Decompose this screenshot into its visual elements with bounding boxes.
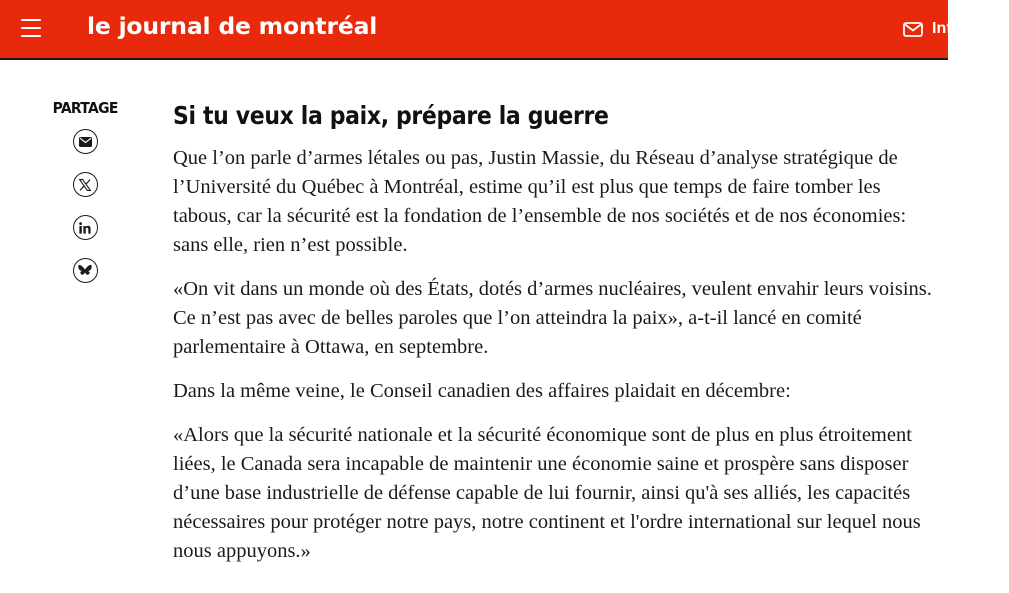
article-paragraph: Dans la même veine, le Conseil canadien des affaires plaidait en décembre:: [173, 380, 791, 402]
share-title: PARTAGE: [52, 99, 118, 117]
share-panel: [47, 99, 123, 301]
share-x-button[interactable]: [73, 172, 98, 197]
newsletter-label: Infolettres: [932, 20, 1009, 37]
share-linkedin-button[interactable]: [73, 215, 98, 240]
share-email-button[interactable]: [73, 129, 98, 154]
hamburger-menu-icon[interactable]: [21, 19, 41, 37]
section-heading: Si tu veux la paix, prépare la guerre: [173, 101, 609, 130]
envelope-icon: [903, 22, 923, 37]
article-paragraph: Que l’on parle d’armes létales ou pas, Justin Massie, du Réseau d’analyse stratégique de l’Université du Québec à Montréal, estime qu’il est plus que temps de faire tomber les tabous, car la sécurité est la fondation de l’ensemble de nos sociétés et de nos économies: sans elle, rien n’est possible.: [173, 147, 907, 256]
bluesky-icon: [78, 264, 92, 277]
site-header: [0, 0, 1009, 60]
share-bluesky-button[interactable]: [73, 258, 98, 283]
newsletter-link[interactable]: [903, 20, 1009, 38]
x-twitter-icon: [79, 179, 91, 191]
article-body: [173, 100, 943, 581]
site-logo[interactable]: le journal de montréal: [87, 12, 378, 40]
article-paragraph: «Alors que la sécurité nationale et la sécurité économique sont de plus en plus étroitement liées, le Canada sera incapable de maintenir une économie saine et prospère sans disposer d’une base industrielle de défense capable de lui fournir, ainsi qu'à ses alliés, les capacités nécessaires pour protéger notre pays, notre continent et l'ordre international sur lequel nous nous appuyons.»: [173, 424, 921, 562]
article-paragraph: «On vit dans un monde où des États, dotés d’armes nucléaires, veulent envahir leurs voisins. Ce n’est pas avec de belles paroles que l’on atteindra la paix», a-t-il lancé en comité parlementaire à Ottawa, en septembre.: [173, 278, 932, 358]
email-icon: [79, 137, 92, 147]
linkedin-icon: [79, 222, 91, 234]
